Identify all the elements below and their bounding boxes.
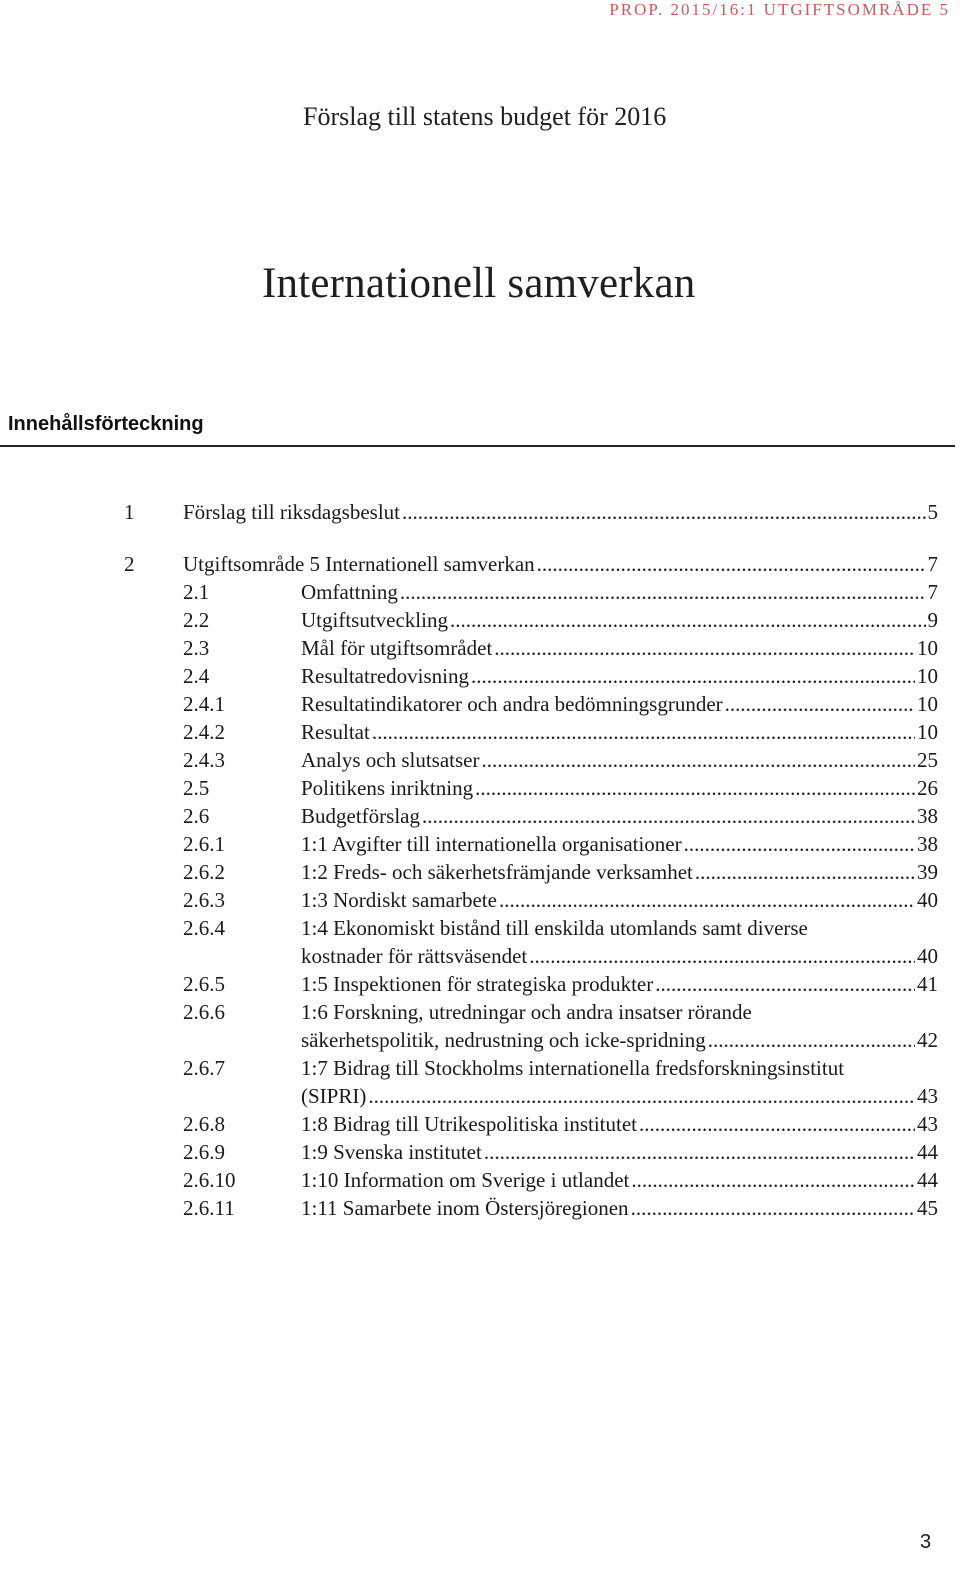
toc-entry-link[interactable] <box>301 1082 938 1110</box>
toc-entry-number: 2.4 <box>183 664 210 688</box>
toc-entry-link[interactable] <box>301 914 938 942</box>
toc-entry-number: 2.6.9 <box>183 1140 225 1164</box>
toc-entry-label: Resultatredovisning <box>301 664 469 688</box>
toc-entry-link[interactable] <box>301 998 938 1026</box>
toc-entry-link[interactable] <box>301 1138 938 1166</box>
toc-entry-label: (SIPRI) <box>301 1084 367 1108</box>
toc-entry-page: 26 <box>917 776 938 800</box>
toc-heading: Innehållsförteckning <box>8 413 204 435</box>
toc-entry-page: 40 <box>917 944 938 968</box>
toc-entry-page: 9 <box>927 608 938 632</box>
toc-entry-number: 2.4.3 <box>183 748 225 772</box>
toc-entry-label: Resultat <box>301 720 370 744</box>
toc-entry-link[interactable] <box>301 1026 938 1054</box>
toc-entry-page: 43 <box>917 1084 938 1108</box>
toc-entry-number: 2.6.7 <box>183 1056 225 1080</box>
toc-entry-link[interactable] <box>301 802 938 830</box>
toc-entry-label: 1:11 Samarbete inom Östersjöregionen <box>301 1196 629 1220</box>
toc-leader-dots <box>695 858 915 886</box>
toc-entry-number: 2.6.2 <box>183 860 225 884</box>
toc-entry-label: Omfattning <box>301 580 398 604</box>
toc-entry-number: 2.6.4 <box>183 916 225 940</box>
toc-entry-page: 7 <box>927 552 938 576</box>
toc-entry-page: 39 <box>917 860 938 884</box>
toc-entry-number: 2.6.8 <box>183 1112 225 1136</box>
toc-entry-label: Mål för utgiftsområdet <box>301 636 493 660</box>
toc-entry-number: 2.4.2 <box>183 720 225 744</box>
toc-leader-dots <box>450 606 926 634</box>
toc-entry-link[interactable] <box>301 718 938 746</box>
toc-entry-number: 2.2 <box>183 608 210 632</box>
toc-entry-number: 2.6 <box>183 804 210 828</box>
toc-entry-label: 1:7 Bidrag till Stockholms internationella fredsforskningsinstitut <box>301 1056 845 1080</box>
toc-leader-dots <box>631 1194 915 1222</box>
toc-leader-dots <box>708 1026 915 1054</box>
toc-entry-label: Budgetförslag <box>301 804 420 828</box>
toc-entry-link[interactable] <box>301 746 938 774</box>
toc-entry-number: 2.1 <box>183 580 210 604</box>
toc-entry-label: Resultatindikatorer och andra bedömningsgrunder <box>301 692 723 716</box>
toc-entry-label: Analys och slutsatser <box>301 748 480 772</box>
toc-entry-page: 38 <box>917 832 938 856</box>
toc-entry-label: kostnader för rättsväsendet <box>301 944 528 968</box>
toc-entry-link[interactable] <box>301 662 938 690</box>
toc-entry-label: Utgiftsområde 5 Internationell samverkan <box>183 552 535 576</box>
toc-entry-link[interactable] <box>301 1194 938 1222</box>
toc-entry-link[interactable] <box>301 634 938 662</box>
toc-entry-page: 10 <box>917 636 938 660</box>
toc-leader-dots <box>372 718 915 746</box>
toc-entry-label: säkerhetspolitik, nedrustning och icke-spridning <box>301 1028 706 1052</box>
toc-entry-page: 41 <box>917 972 938 996</box>
toc-leader-dots <box>368 1082 915 1110</box>
toc-entry-page: 5 <box>927 500 938 524</box>
toc-leader-dots <box>471 662 915 690</box>
toc-entry-number: 1 <box>124 500 135 524</box>
toc-entry-page: 7 <box>927 580 938 604</box>
toc-entry-link[interactable] <box>183 550 938 578</box>
toc-entry-page: 44 <box>917 1168 938 1192</box>
page-number: 3 <box>920 1531 932 1553</box>
toc-entry-label: 1:1 Avgifter till internationella organisationer <box>301 832 682 856</box>
toc-entry-link[interactable] <box>301 774 938 802</box>
toc-entry-label: 1:8 Bidrag till Utrikespolitiska institutet <box>301 1112 637 1136</box>
toc-leader-dots <box>494 634 915 662</box>
toc-leader-dots <box>684 830 915 858</box>
toc-entry-link[interactable] <box>301 942 938 970</box>
toc-entry-number: 2.5 <box>183 776 210 800</box>
toc-entry-label: 1:9 Svenska institutet <box>301 1140 482 1164</box>
toc-entry-number: 2.6.1 <box>183 832 225 856</box>
toc-leader-dots <box>402 498 926 526</box>
toc-entry-label: Politikens inriktning <box>301 776 474 800</box>
toc-entry-page: 43 <box>917 1112 938 1136</box>
toc-leader-dots <box>422 802 915 830</box>
toc-leader-dots <box>400 578 926 606</box>
toc-leader-dots <box>537 550 926 578</box>
toc-entry-label: 1:6 Forskning, utredningar och andra insatser rörande <box>301 1000 752 1024</box>
toc-entry-number: 2.6.5 <box>183 972 225 996</box>
toc-entry-label: 1:2 Freds- och säkerhetsfrämjande verksamhet <box>301 860 693 884</box>
toc-entry-page: 10 <box>917 720 938 744</box>
toc-entry-number: 2.3 <box>183 636 210 660</box>
toc-entry-label: 1:3 Nordiskt samarbete <box>301 888 497 912</box>
toc-entry-label: 1:10 Information om Sverige i utlandet <box>301 1168 630 1192</box>
toc-entry-link[interactable] <box>301 690 938 718</box>
toc-entry-link[interactable] <box>301 1110 938 1138</box>
toc-entry-page: 25 <box>917 748 938 772</box>
toc-entry-label: 1:5 Inspektionen för strategiska produkter <box>301 972 654 996</box>
toc-leader-dots <box>639 1110 915 1138</box>
toc-entry-link[interactable] <box>301 858 938 886</box>
toc-entry-page: 10 <box>917 692 938 716</box>
toc-leader-dots <box>484 1138 915 1166</box>
toc-entry-number: 2.6.11 <box>183 1196 235 1220</box>
toc-leader-dots <box>529 942 915 970</box>
toc-entry-page: 10 <box>917 664 938 688</box>
toc-entry-link[interactable] <box>301 606 938 634</box>
toc-entry-page: 38 <box>917 804 938 828</box>
toc-entry-number: 2.4.1 <box>183 692 225 716</box>
toc-leader-dots <box>655 970 915 998</box>
toc-entry-label: 1:4 Ekonomiskt bistånd till enskilda utomlands samt diverse <box>301 916 808 940</box>
document-title: Internationell samverkan <box>262 260 696 307</box>
toc-leader-dots <box>475 774 915 802</box>
toc-entry-link[interactable] <box>301 886 938 914</box>
toc-entry-page: 44 <box>917 1140 938 1164</box>
document-subtitle: Förslag till statens budget för 2016 <box>303 102 667 131</box>
toc-entry-link[interactable] <box>301 830 938 858</box>
toc-entry-label: Förslag till riksdagsbeslut <box>183 500 400 524</box>
toc-entry-link[interactable] <box>301 1054 938 1082</box>
toc-entry-page: 42 <box>917 1028 938 1052</box>
toc-entry-number: 2.6.6 <box>183 1000 225 1024</box>
toc-entry-number: 2.6.3 <box>183 888 225 912</box>
toc-leader-dots <box>481 746 915 774</box>
toc-entry-page: 45 <box>917 1196 938 1220</box>
toc-entry-link[interactable] <box>301 970 938 998</box>
toc-entry-link[interactable] <box>301 1166 938 1194</box>
toc-leader-dots <box>631 1166 915 1194</box>
running-header: PROP. 2015/16:1 UTGIFTSOMRÅDE 5 <box>609 0 950 19</box>
toc-leader-dots <box>725 690 915 718</box>
toc-entry-number: 2.6.10 <box>183 1168 236 1192</box>
toc-entry-label: Utgiftsutveckling <box>301 608 448 632</box>
toc-entry-page: 40 <box>917 888 938 912</box>
toc-leader-dots <box>499 886 915 914</box>
toc-entry-link[interactable] <box>301 578 938 606</box>
toc-entry-link[interactable] <box>183 498 938 526</box>
toc-entry-number: 2 <box>124 552 135 576</box>
